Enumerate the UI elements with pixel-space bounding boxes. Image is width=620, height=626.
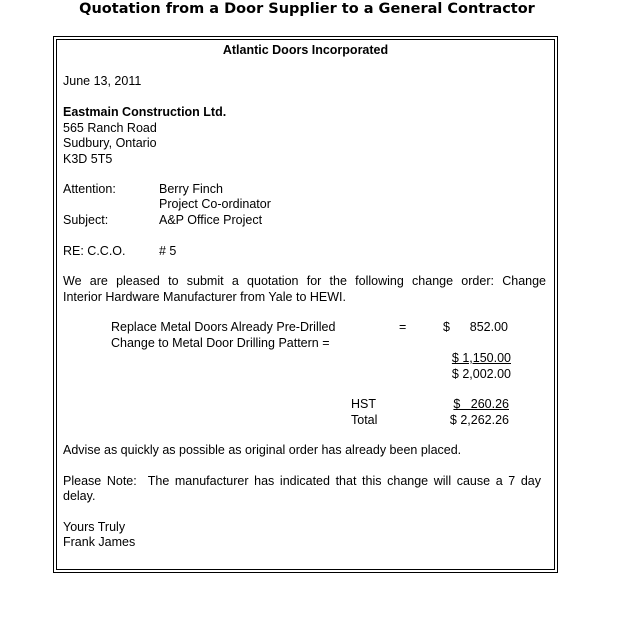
closing-text: Yours Truly bbox=[63, 520, 126, 534]
advise-text: Advise as quickly as possible as original order has already been placed. bbox=[63, 443, 462, 457]
recipient-address-line2: Sudbury, Ontario bbox=[63, 136, 157, 150]
note-line-2: delay. bbox=[63, 489, 96, 503]
item-amount: 852.00 bbox=[469, 320, 508, 334]
intro-line-1: We are pleased to submit a quotation for the following change order: Change bbox=[63, 274, 546, 288]
total-amount: $ 2,262.26 bbox=[449, 413, 509, 427]
recipient-postal-code: K3D 5T5 bbox=[63, 152, 113, 166]
hst-label: HST bbox=[351, 397, 376, 411]
re-value: # 5 bbox=[159, 244, 177, 258]
attention-title: Project Co-ordinator bbox=[159, 197, 271, 211]
attention-name: Berry Finch bbox=[159, 182, 223, 196]
hst-amount: $ 260.26 bbox=[453, 397, 509, 411]
subtotal-amount: $ 2,002.00 bbox=[451, 367, 511, 381]
recipient-name: Eastmain Construction Ltd. bbox=[63, 105, 227, 119]
intro-line-2: Interior Hardware Manufacturer from Yale to HEWI. bbox=[63, 290, 346, 304]
recipient-address-line1: 565 Ranch Road bbox=[63, 121, 157, 135]
item-equals-sign: = bbox=[399, 320, 407, 334]
item-description: Change to Metal Door Drilling Pattern = bbox=[111, 336, 330, 350]
item-description: Replace Metal Doors Already Pre-Drilled bbox=[111, 320, 336, 334]
letter-date: June 13, 2011 bbox=[63, 74, 142, 88]
total-label: Total bbox=[351, 413, 378, 427]
signer-name: Frank James bbox=[63, 535, 136, 549]
subject-value: A&P Office Project bbox=[159, 213, 263, 227]
re-label: RE: C.C.O. bbox=[63, 244, 126, 258]
subject-label: Subject: bbox=[63, 213, 109, 227]
note-line-1: Please Note: The manufacturer has indicated that this change will cause a 7 day bbox=[63, 474, 541, 488]
item-currency-sign: $ bbox=[443, 320, 450, 334]
page-caption: Quotation from a Door Supplier to a General Contractor bbox=[79, 1, 535, 17]
company-name: Atlantic Doors Incorporated bbox=[222, 43, 389, 57]
attention-label: Attention: bbox=[63, 182, 116, 196]
item-amount: $ 1,150.00 bbox=[451, 351, 511, 365]
